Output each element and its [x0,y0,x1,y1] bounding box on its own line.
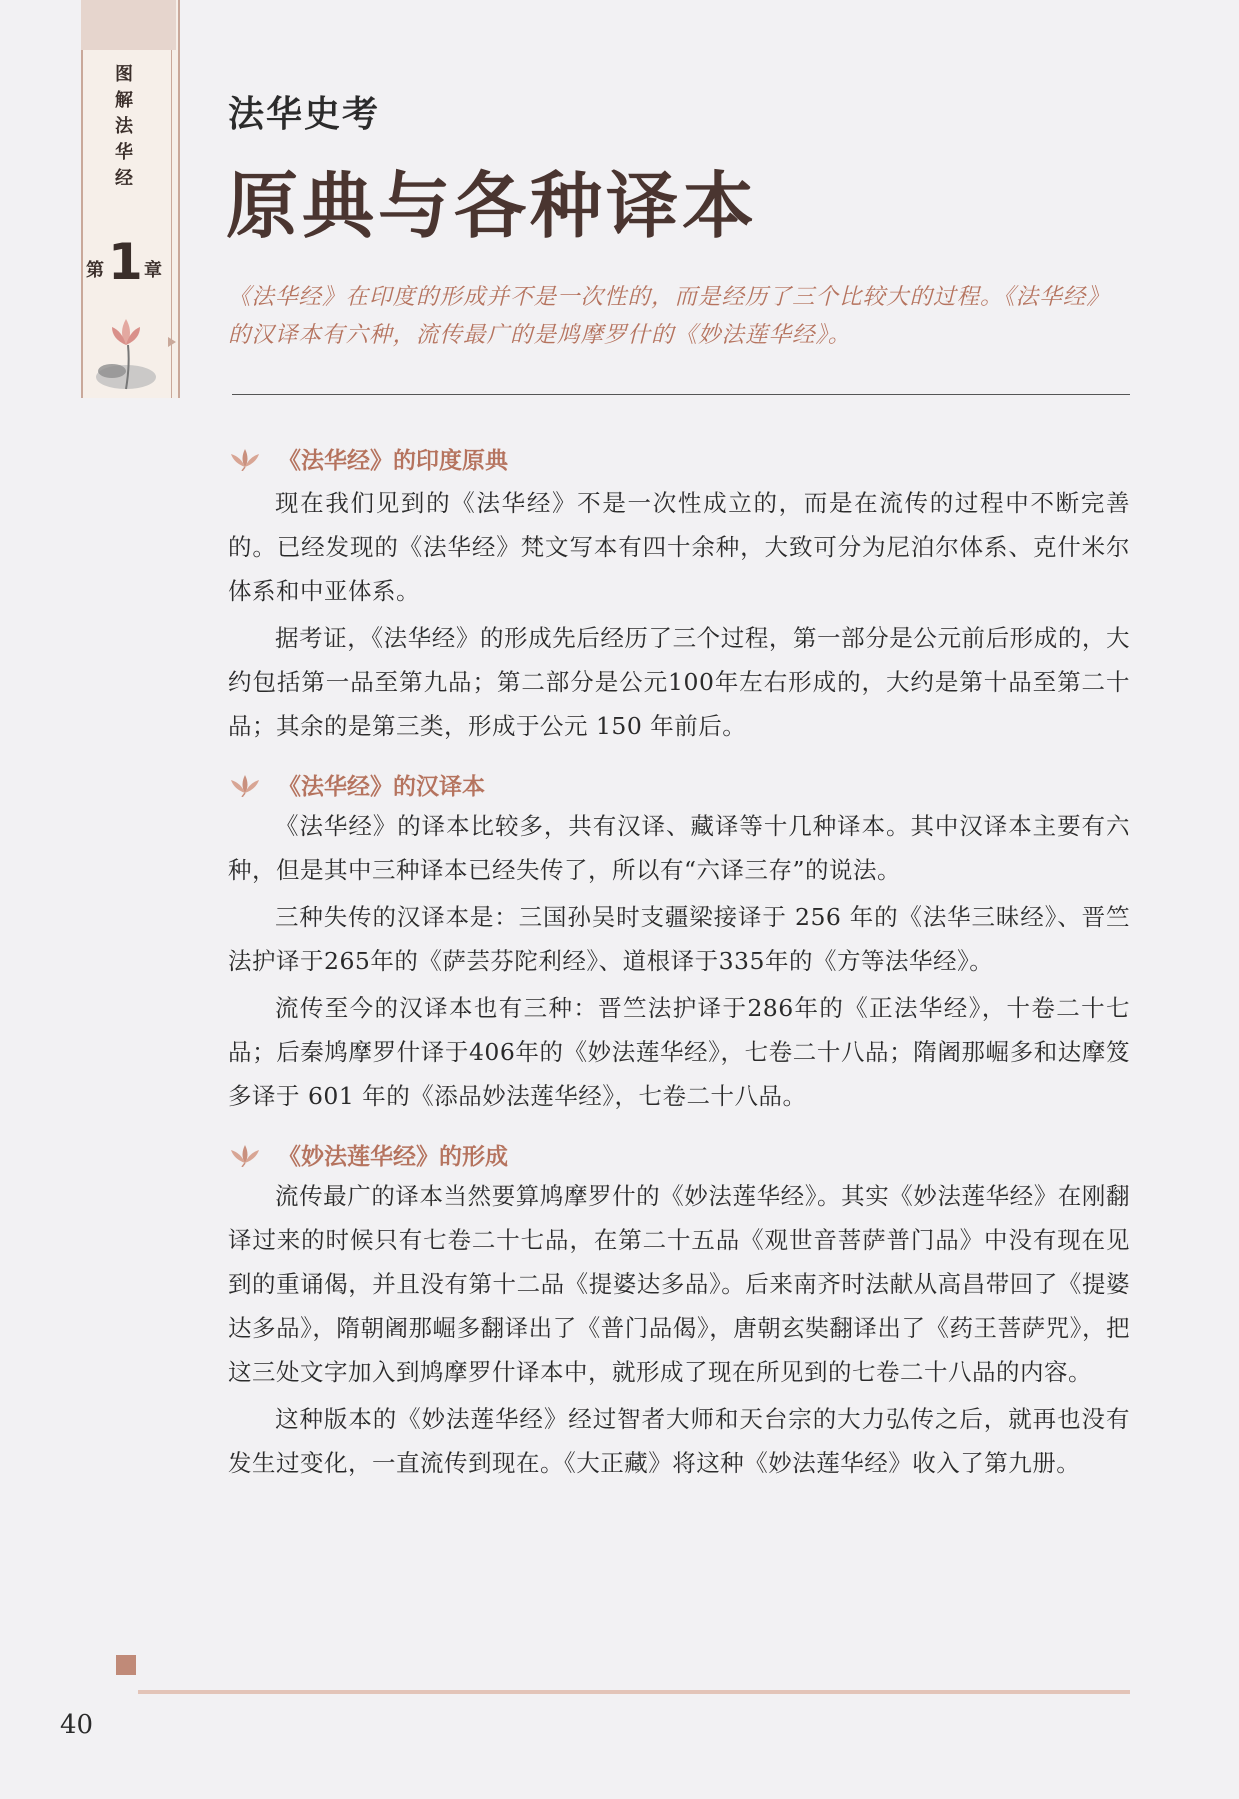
page-number: 40 [60,1710,94,1740]
paragraph: 流传最广的译本当然要算鸠摩罗什的《妙法莲华经》。其实《妙法莲华经》在刚翻译过来的时候只有七卷二十七品，在第二十五品《观世音菩萨普门品》中没有现在见到的重诵偈，并且没有第十二品《提婆达多品》。后来南齐时法献从高昌带回了《提婆达多品》，隋朝阇那崛多翻译出了《普门品偈》，唐朝玄奘翻译出了《药王菩萨咒》，把这三处文字加入到鸠摩罗什译本中，就形成了现在所见到的七卷二十八品的内容。 [228,1182,1130,1386]
section-heading-text: 《妙法莲华经》的形成 [278,1143,508,1170]
chapter-prefix: 第 [86,260,104,281]
header-divider [232,394,1130,395]
tab-arrow-icon [168,337,176,347]
page-kicker: 法华史考 [228,93,381,135]
book-title-vertical [112,62,136,192]
paragraph: 流传至今的汉译本也有三种：晋竺法护译于286年的《正法华经》，十卷二十七品；后秦鸠摩罗什译于406年的《妙法莲华经》，七卷二十八品；隋阇那崛多和达摩笈多译于 601 年的《添品妙法莲华经》，七卷二十八品。 [228,994,1130,1110]
book-title-char: 法 [115,116,133,137]
chapter-number: 1 [108,233,143,291]
chapter-suffix: 章 [144,260,162,281]
section-heading-text: 《法华经》的印度原典 [278,447,508,474]
paragraph: 三种失传的汉译本是：三国孙吴时支疆梁接译于 256 年的《法华三昧经》、晋竺法护译于265年的《萨芸芬陀利经》、道根译于335年的《方等法华经》。 [228,903,1130,975]
book-title-char: 图 [115,64,133,85]
section-heading-text: 《法华经》的汉译本 [278,773,485,800]
book-title-char: 华 [115,142,133,163]
paragraph: 据考证，《法华经》的形成先后经历了三个过程，第一部分是公元前后形成的，大约包括第一品至第九品；第二部分是公元100年左右形成的，大约是第十品至第二十品；其余的是第三类，形成于公元 150 年前后。 [228,624,1130,740]
chapter-label [86,232,171,292]
book-title-char: 经 [115,168,133,189]
lotus-bullet-icon [228,1141,262,1167]
article-body [228,438,1130,1485]
footer-divider [138,1690,1130,1694]
section-heading [228,764,1130,804]
lotus-bullet-icon [228,771,262,797]
book-title-char: 解 [115,90,133,111]
paragraph: 现在我们见到的《法华经》不是一次性成立的，而是在流传的过程中不断完善的。已经发现的《法华经》梵文写本有四十余种，大致可分为尼泊尔体系、克什米尔体系和中亚体系。 [228,489,1130,605]
tab-header-band [81,0,176,50]
footer-marker [116,1655,136,1675]
lead-paragraph: 《法华经》在印度的形成并不是一次性的，而是经历了三个比较大的过程。《法华经》的汉译本有六种，流传最广的是鸠摩罗什的《妙法莲华经》。 [228,284,1110,348]
paragraph: 《法华经》的译本比较多，共有汉译、藏译等十几种译本。其中汉译本主要有六种，但是其中三种译本已经失传了，所以有“六译三存”的说法。 [228,812,1130,884]
page-title: 原典与各种译本 [226,163,759,248]
section-heading [228,438,1130,478]
lotus-bullet-icon [228,445,262,471]
section-heading [228,1134,1130,1174]
lotus-icon [90,305,162,393]
paragraph: 这种版本的《妙法莲华经》经过智者大师和天台宗的大力弘传之后，就再也没有发生过变化，一直流传到现在。《大正藏》将这种《妙法莲华经》收入了第九册。 [228,1405,1130,1477]
